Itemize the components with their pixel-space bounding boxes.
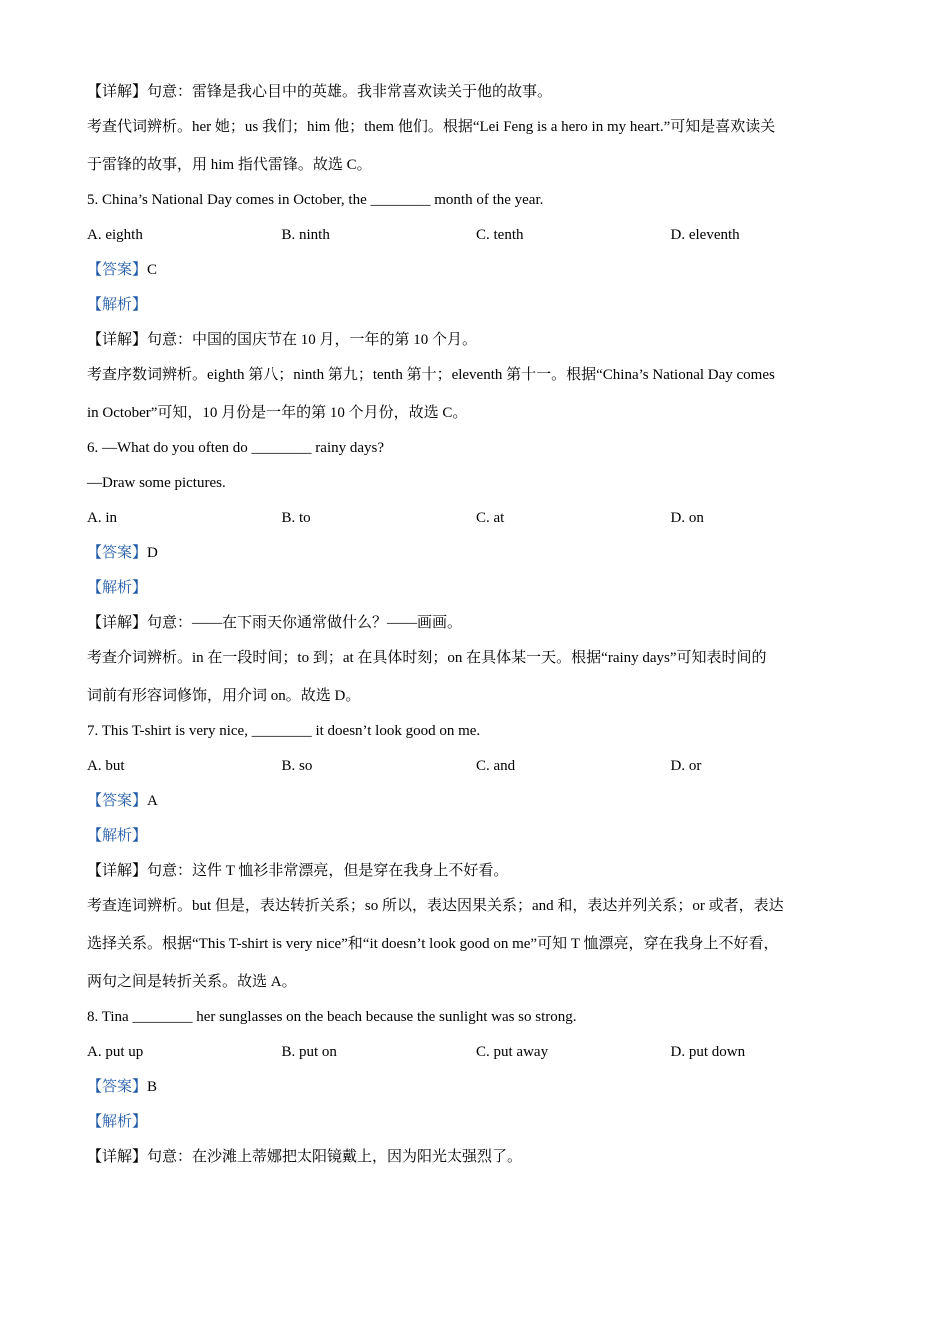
q8-question: 8. Tina ________ her sunglasses on the beach because the sunlight was so strong.: [87, 1009, 577, 1025]
q7-option-d: D. or: [670, 758, 702, 774]
q6-analysis-line1: 考查介词辨析。in 在一段时间；to 到；at 在具体时刻；on 在具体某一天。根据“rainy days”可知表时间的: [87, 650, 767, 666]
q8-option-c: C. put away: [476, 1044, 549, 1060]
q7-answer-tag: 【答案】: [87, 793, 148, 809]
q7-answer: [87, 787, 867, 822]
q8-option-d: D. put down: [670, 1044, 746, 1060]
q7-option-b: B. so: [281, 758, 313, 774]
q7-analysis-line3: 两句之间是转折关系。故选 A。: [87, 974, 297, 990]
q7-options: [87, 752, 867, 787]
q8-option-a: A. put up: [87, 1044, 144, 1060]
q4-analysis-line2: 于雷锋的故事，用 him 指代雷锋。故选 C。: [87, 157, 372, 173]
q5-option-a: A. eighth: [87, 227, 143, 243]
q8-jiexi: 【解析】: [87, 1114, 148, 1130]
q7-answer-value: A: [147, 793, 158, 809]
q8-detail: 【详解】句意：在沙滩上蒂娜把太阳镜戴上，因为阳光太强烈了。: [87, 1149, 523, 1165]
q6-jiexi: 【解析】: [87, 580, 148, 596]
q6-answer-tag: 【答案】: [87, 545, 148, 561]
q5-answer: [87, 256, 867, 291]
q7-option-c: C. and: [476, 758, 516, 774]
q7-analysis-line2: 选择关系。根据“This T-shirt is very nice”和“it doesn’t look good on me”可知 T 恤漂亮，穿在我身上不好看，: [87, 936, 779, 952]
q8-answer-tag: 【答案】: [87, 1079, 148, 1095]
q8-option-b: B. put on: [281, 1044, 337, 1060]
q4-detail: 【详解】句意：雷锋是我心目中的英雄。我非常喜欢读关于他的故事。: [87, 84, 553, 100]
q6-question: 6. —What do you often do ________ rainy days?: [87, 440, 385, 456]
q5-jiexi: 【解析】: [87, 297, 148, 313]
q5-option-d: D. eleventh: [670, 227, 740, 243]
q4-analysis-line1: 考查代词辨析。her 她；us 我们；him 他；them 他们。根据“Lei Feng is a hero in my heart.”可知是喜欢读关: [87, 119, 776, 135]
q5-option-c: C. tenth: [476, 227, 524, 243]
q5-detail: 【详解】句意：中国的国庆节在 10 月，一年的第 10 个月。: [87, 332, 478, 348]
q5-answer-tag: 【答案】: [87, 262, 148, 278]
q6-options: [87, 504, 867, 539]
q8-answer-value: B: [147, 1079, 158, 1095]
q5-analysis-line1: 考查序数词辨析。eighth 第八；ninth 第九；tenth 第十；eleventh 第十一。根据“China’s National Day comes: [87, 367, 775, 383]
q6-detail: 【详解】句意：——在下雨天你通常做什么？——画画。: [87, 615, 463, 631]
q7-detail: 【详解】句意：这件 T 恤衫非常漂亮，但是穿在我身上不好看。: [87, 863, 509, 879]
q6-reply: —Draw some pictures.: [87, 475, 226, 491]
q7-option-a: A. but: [87, 758, 125, 774]
q6-analysis-line2: 词前有形容词修饰，用介词 on。故选 D。: [87, 688, 361, 704]
q8-options: [87, 1038, 867, 1073]
document-page: [87, 78, 867, 1178]
q6-option-c: C. at: [476, 510, 505, 526]
q5-answer-value: C: [147, 262, 158, 278]
q7-analysis-line1: 考查连词辨析。but 但是，表达转折关系；so 所以，表达因果关系；and 和，表达并列关系；or 或者，表达: [87, 898, 784, 914]
q5-option-b: B. ninth: [281, 227, 330, 243]
q6-option-d: D. on: [670, 510, 704, 526]
q7-jiexi: 【解析】: [87, 828, 148, 844]
q6-answer-value: D: [147, 545, 158, 561]
q6-answer: [87, 539, 867, 574]
q5-question: 5. China’s National Day comes in October, the ________ month of the year.: [87, 192, 544, 208]
q7-question: 7. This T-shirt is very nice, ________ it doesn’t look good on me.: [87, 723, 481, 739]
q5-options: [87, 221, 867, 256]
q5-analysis-line2: in October”可知，10 月份是一年的第 10 个月份，故选 C。: [87, 405, 468, 421]
q8-answer: [87, 1073, 867, 1108]
q6-option-a: A. in: [87, 510, 117, 526]
q6-option-b: B. to: [281, 510, 311, 526]
